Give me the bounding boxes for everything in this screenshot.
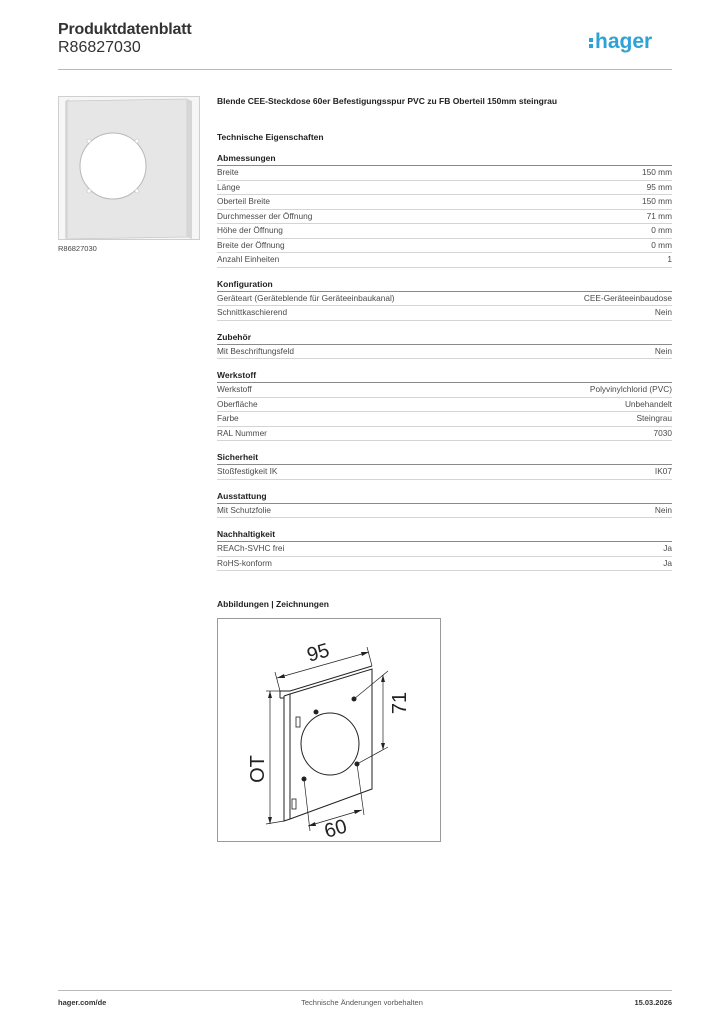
figures-heading: Abbildungen | Zeichnungen xyxy=(217,599,329,609)
property-label: Breite der Öffnung xyxy=(217,239,285,250)
product-title: Blende CEE-Steckdose 60er Befestigungsspur PVC zu FB Oberteil 150mm steingrau xyxy=(217,96,558,106)
technical-drawing xyxy=(217,618,441,842)
dimension-length: 95 xyxy=(304,639,332,667)
image-caption: R86827030 xyxy=(58,244,97,253)
property-group xyxy=(217,331,672,360)
dimension-height: OT xyxy=(247,755,269,783)
product-details xyxy=(217,96,672,581)
property-row xyxy=(217,504,672,519)
property-row xyxy=(217,253,672,268)
property-row xyxy=(217,195,672,210)
property-value: IK07 xyxy=(654,466,672,476)
property-group xyxy=(217,152,672,268)
property-value: 1 xyxy=(667,254,672,264)
document-title: Produktdatenblatt xyxy=(58,21,192,38)
property-row xyxy=(217,427,672,442)
dimension-spacing: 60 xyxy=(321,815,350,841)
property-label: Farbe xyxy=(217,413,239,423)
property-row xyxy=(217,557,672,572)
property-row xyxy=(217,412,672,427)
property-row xyxy=(217,166,672,181)
property-value: 0 mm xyxy=(651,225,672,235)
property-label: Anzahl Einheiten xyxy=(217,254,280,264)
property-label: Werkstoff xyxy=(217,384,252,394)
footer-date: 15.03.2026 xyxy=(634,998,672,1007)
hager-logo xyxy=(588,29,678,55)
property-value: Ja xyxy=(663,543,672,553)
property-value: Nein xyxy=(654,307,672,317)
property-value: Polyvinylchlorid (PVC) xyxy=(589,384,672,394)
property-value: 0 mm xyxy=(651,239,672,250)
property-group xyxy=(217,490,672,519)
property-group-title: Ausstattung xyxy=(217,490,672,504)
property-value: Nein xyxy=(654,345,672,356)
property-row xyxy=(217,210,672,225)
property-label: Geräteart (Geräteblende für Geräteeinbaukanal) xyxy=(217,292,395,303)
property-row xyxy=(217,542,672,557)
property-group xyxy=(217,278,672,321)
property-label: REACh-SVHC frei xyxy=(217,543,285,553)
property-label: Länge xyxy=(217,181,241,192)
footer-divider xyxy=(58,990,672,991)
property-group-title: Sicherheit xyxy=(217,451,672,465)
property-row xyxy=(217,465,672,480)
property-group xyxy=(217,369,672,441)
property-value: Ja xyxy=(663,557,672,568)
property-row xyxy=(217,224,672,239)
property-value: 71 mm xyxy=(646,210,672,221)
property-value: Steingrau xyxy=(636,413,672,423)
property-label: Stoßfestigkeit IK xyxy=(217,466,278,476)
brand-name: hager xyxy=(595,30,653,53)
property-row xyxy=(217,345,672,360)
property-value: 150 mm xyxy=(642,167,672,177)
property-row xyxy=(217,239,672,254)
property-value: 95 mm xyxy=(646,181,672,192)
property-label: Oberfläche xyxy=(217,398,258,409)
property-label: Höhe der Öffnung xyxy=(217,225,283,235)
property-group-title: Nachhaltigkeit xyxy=(217,528,672,542)
property-value: Unbehandelt xyxy=(624,398,672,409)
property-label: Breite xyxy=(217,167,239,177)
property-label: RoHS-konform xyxy=(217,557,272,568)
footer-website: hager.com/de xyxy=(58,998,107,1007)
property-label: Durchmesser der Öffnung xyxy=(217,210,313,221)
property-row xyxy=(217,181,672,196)
footer-disclaimer: Technische Änderungen vorbehalten xyxy=(301,998,423,1007)
property-row xyxy=(217,292,672,307)
property-row xyxy=(217,383,672,398)
property-label: Schnittkaschierend xyxy=(217,307,288,317)
property-group-title: Werkstoff xyxy=(217,369,672,383)
property-row xyxy=(217,398,672,413)
document-number: R86827030 xyxy=(58,39,141,56)
property-value: CEE-Geräteeinbaudose xyxy=(583,292,672,303)
properties-groups xyxy=(217,152,672,571)
property-label: Mit Schutzfolie xyxy=(217,504,271,515)
property-group xyxy=(217,451,672,480)
property-group-title: Konfiguration xyxy=(217,278,672,292)
property-value: 7030 xyxy=(653,427,672,438)
property-label: Oberteil Breite xyxy=(217,196,271,206)
property-label: Mit Beschriftungsfeld xyxy=(217,345,295,356)
property-group-title: Abmessungen xyxy=(217,152,672,166)
product-image xyxy=(58,96,200,240)
dimension-diameter: 71 xyxy=(389,691,411,715)
header-divider xyxy=(58,69,672,70)
property-group xyxy=(217,528,672,571)
property-row xyxy=(217,306,672,321)
property-label: RAL Nummer xyxy=(217,427,267,438)
properties-heading: Technische Eigenschaften xyxy=(217,132,324,142)
property-value: 150 mm xyxy=(642,196,672,206)
property-group-title: Zubehör xyxy=(217,331,672,345)
property-value: Nein xyxy=(654,504,672,515)
